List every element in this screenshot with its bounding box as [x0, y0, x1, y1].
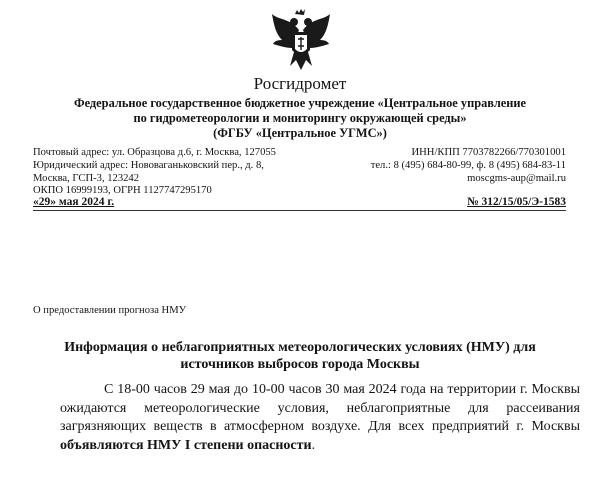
inn-kpp: ИНН/КПП 7703782266/770301001 [411, 147, 566, 158]
phone-fax: тел.: 8 (495) 684-80-99, ф. 8 (495) 684-83-11 [370, 160, 566, 171]
warning-emphasis: объявляются НМУ I степени опасности [60, 437, 312, 453]
legal-address-line1: Юридический адрес: Нововаганьковский пер., д. 8, [33, 160, 264, 171]
org-full-name-line2: по гидрометеорологии и мониторингу окружающей среды» [133, 111, 467, 125]
registration-number: № 312/15/05/Э-1583 [467, 196, 566, 208]
header-divider [33, 210, 566, 211]
org-full-name-line1: Федеральное государственное бюджетное учреждение «Центральное управление [73, 96, 527, 110]
crown-icon [295, 9, 305, 15]
postal-address: Почтовый адрес: ул. Образцова д.6, г. Москва, 127055 [33, 147, 276, 158]
subject-line: О предоставлении прогноза НМУ [33, 305, 187, 316]
document-title-line2: источников выбросов города Москвы [180, 357, 420, 372]
double-headed-eagle-emblem [268, 8, 334, 76]
document-title-line1: Информация о неблагоприятных метеорологических условиях (НМУ) для [64, 340, 536, 355]
registration-codes: ОКПО 16999193, ОГРН 1127747295170 [33, 185, 212, 196]
org-short-name: Росгидромет [253, 74, 347, 93]
document-date: «29» мая 2024 г. [33, 196, 115, 208]
body-paragraph: С 18-00 часов 29 мая до 10-00 часов 30 мая 2024 года на территории г. Москвы ожидаются метеорологические условия, неблагоприятные для рассеивания загрязняющих веществ в атмосферном воздухе. Для всех предприятий г. Москвы объявляются НМУ I степени опасности. [60, 382, 580, 453]
org-abbreviation: (ФГБУ «Центральное УГМС») [213, 126, 387, 140]
email-address: moscgms-aup@mail.ru [467, 173, 566, 184]
legal-address-line2: Москва, ГСП-3, 123242 [33, 173, 140, 184]
